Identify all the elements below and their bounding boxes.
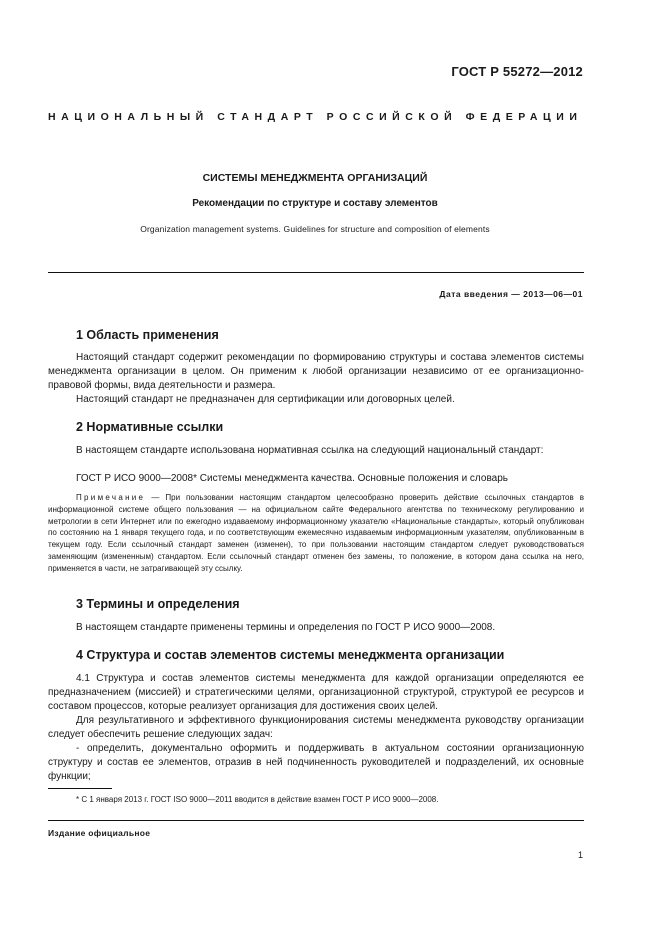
document-code: ГОСТ Р 55272—2012: [451, 64, 583, 79]
section-2-reference: ГОСТ Р ИСО 9000—2008* Системы менеджмента качества. Основные положения и словарь: [76, 473, 508, 484]
section-2-heading: 2 Нормативные ссылки: [76, 420, 224, 434]
section-1-heading: 1 Область применения: [76, 328, 219, 342]
official-edition-label: Издание официальное: [48, 828, 151, 838]
section-4-list-item: - определить, документально оформить и поддерживать в актуальном состоянии организационную структуру и состав ее элементов, отразив в ней подчиненность руководителей и подразделений, их основные функции;: [48, 743, 584, 782]
national-standard-banner: НАЦИОНАЛЬНЫЙ СТАНДАРТ РОССИЙСКОЙ ФЕДЕРАЦИИ: [48, 111, 583, 123]
section-2-note: [48, 492, 584, 575]
section-2-paragraph-1: В настоящем стандарте использована нормативная ссылка на следующий национальный стандарт:: [76, 445, 544, 456]
introduction-date: Дата введения — 2013—06—01: [439, 289, 583, 299]
section-4-paragraph-2: Для результативного и эффективного функционирования системы менеджмента руководству организации следует обеспечить решение следующих задач:: [48, 715, 584, 740]
section-3-heading: 3 Термины и определения: [76, 597, 240, 611]
footnote-divider: [48, 788, 112, 789]
title-divider: [48, 272, 584, 273]
note-text: — При пользовании настоящим стандартом целесообразно проверить действие ссылочных стандартов в информационной системе общего пользования — на официальном сайте Федерального агентства по техническому регулированию и метрологии в сети Интернет или по ежегодно издаваемому информационному указателю «Национальные стандарты», который опубликован по состоянию на 1 января текущего года, и по соответствующим ежемесячно издаваемым информационным указателям, опубликованным в текущем году. Если ссылочный стандарт заменен (изменен), то при пользовании настоящим стандартом следует руководствоваться заменяющим (измененным) стандартом. Если ссылочный стандарт отменен без замены, то положение, в котором дана ссылка на него, применяется в части, не затрагивающей эту ссылку.: [48, 493, 584, 573]
section-3-paragraph-1: В настоящем стандарте применены термины и определения по ГОСТ Р ИСО 9000—2008.: [76, 622, 496, 633]
page-number: 1: [577, 850, 583, 860]
section-4-paragraph-1: 4.1 Структура и состав элементов системы менеджмента для каждой организации определяются ее предназначением (миссией) и стратегическими целями, организационной структурой, структурой ее ресурсов и составом процессов, которые реализует организация для достижения своих целей.: [48, 673, 584, 712]
section-4-heading: 4 Структура и состав элементов системы менеджмента организации: [76, 648, 505, 662]
document-title: СИСТЕМЫ МЕНЕДЖМЕНТА ОРГАНИЗАЦИЙ: [202, 172, 428, 184]
note-label: Примечание: [76, 493, 146, 502]
section-1-paragraph-1: Настоящий стандарт содержит рекомендации по формированию структуры и состава элементов системы менеджмента организации в целом. Он применим к любой организации независимо от ее организационно-правовой формы, вида деятельности и размера.: [48, 352, 584, 391]
document-subtitle: Рекомендации по структуре и составу элементов: [192, 198, 438, 209]
footnote: * С 1 января 2013 г. ГОСТ ISO 9000—2011 вводится в действие взамен ГОСТ Р ИСО 9000—2008.: [76, 795, 439, 804]
english-title: Organization management systems. Guidelines for structure and composition of elements: [140, 224, 490, 234]
section-1-paragraph-2: Настоящий стандарт не предназначен для сертификации или договорных целей.: [76, 394, 455, 405]
footer-divider: [48, 820, 584, 821]
